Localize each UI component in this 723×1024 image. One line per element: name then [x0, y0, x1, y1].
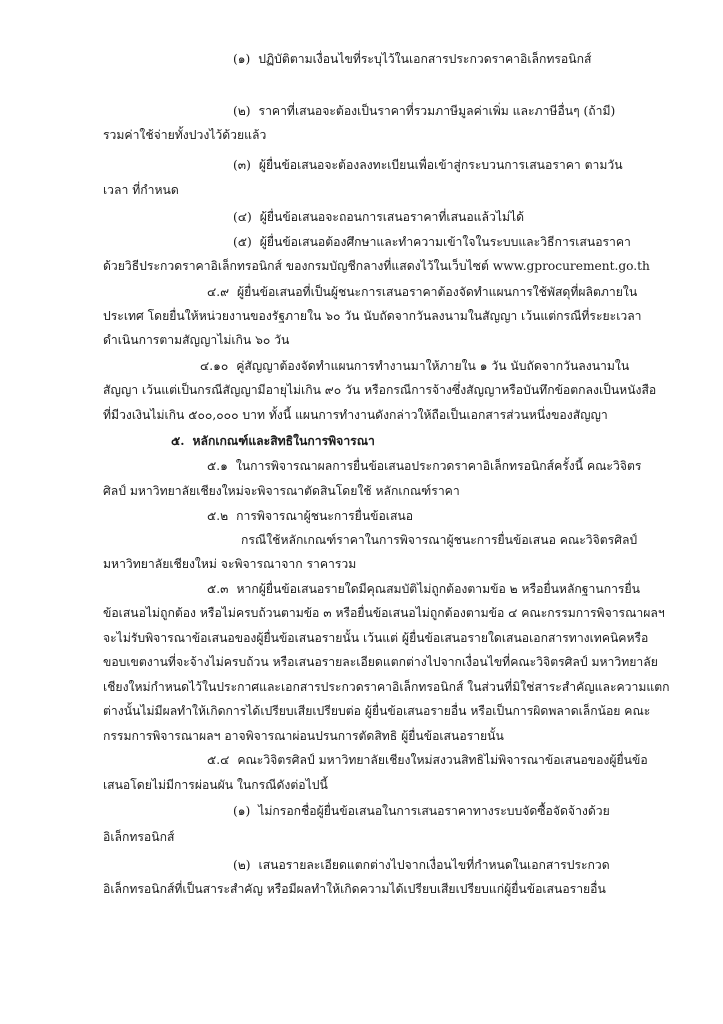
line-text: ด้วยวิธีประกวดราคาอิเล็กทรอนิกส์ ของกรมบัญชีกลางที่แสดงไว้ในเว็บไซต์ www.gprocurement.go.th: [103, 259, 650, 273]
clause-4-8-5-cont: [103, 258, 650, 274]
clause-5-4-1: [233, 803, 610, 819]
clause-5-3-cont-5: [103, 703, 650, 719]
line-text: ที่มีวงเงินไม่เกิน ๕๐๐,๐๐๐ บาท ทั้งนี้ แผนการทำงานดังกล่าวให้ถือเป็นเอกสารส่วนหนึ่งของสัญญา: [103, 408, 608, 422]
clause-4-9: [207, 284, 637, 300]
line-text: กรรมการพิจารณาผลฯ อาจพิจารณาผ่อนปรนการตัดสิทธิ ผู้ยื่นข้อเสนอรายนั้น: [103, 729, 504, 743]
clause-5-4-cont: [103, 777, 328, 793]
item-number: (๕): [233, 235, 252, 249]
item-number: ๔.๑๐: [200, 359, 229, 373]
clause-5-2: [207, 508, 413, 524]
clause-5-3-cont-1: [103, 605, 665, 621]
clause-5-1-cont: [103, 483, 460, 499]
clause-4-9-cont-1: [103, 308, 642, 324]
clause-5-4-1-cont: [103, 829, 174, 845]
clause-4-10: [200, 358, 629, 374]
line-text: ปฏิบัติตามเงื่อนไขที่ระบุไว้ในเอกสารประกวดราคาอิเล็กทรอนิกส์: [258, 52, 592, 66]
line-text: รวมค่าใช้จ่ายทั้งปวงไว้ด้วยแล้ว: [103, 128, 267, 142]
line-text: อิเล็กทรอนิกส์ที่เป็นสาระสำคัญ หรือมีผลทำให้เกิดความได้เปรียบเสียเปรียบแก่ผู้ยื่นข้อเสนอรายอื่น: [103, 882, 606, 896]
clause-5-4: [207, 752, 648, 768]
item-number: ๔.๙: [207, 285, 230, 299]
line-text: ประเทศ โดยยื่นให้หน่วยงานของรัฐภายใน ๖๐ วัน นับถัดจากวันลงนามในสัญญา เว้นแต่กรณีที่ระยะเวลา: [103, 309, 642, 323]
clause-4-10-cont-2: [103, 407, 608, 423]
line-text: ผู้ยื่นข้อเสนอต้องศึกษาและทำความเข้าใจในระบบและวิธีการเสนอราคา: [259, 235, 631, 249]
clause-4-8-5: [233, 234, 631, 250]
line-text: เวลา ที่กำหนด: [103, 183, 179, 197]
clause-4-9-cont-2: [103, 332, 289, 348]
clause-4-8-2-cont: [103, 127, 266, 143]
line-text: ในการพิจารณาผลการยื่นข้อเสนอประกวดราคาอิเล็กทรอนิกส์ครั้งนี้ คณะวิจิตร: [235, 459, 642, 473]
clause-4-10-cont-1: [103, 382, 656, 398]
line-text: ผู้ยื่นข้อเสนอจะถอนการเสนอราคาที่เสนอแล้วไม่ได้: [259, 210, 525, 224]
line-text: ศิลป์ มหาวิทยาลัยเชียงใหม่จะพิจารณาตัดสินโดยใช้ หลักเกณฑ์ราคา: [103, 484, 460, 498]
line-text: ข้อเสนอไม่ถูกต้อง หรือไม่ครบถ้วนตามข้อ ๓ หรือยื่นข้อเสนอไม่ถูกต้องตามข้อ ๔ คณะกรรมการพิจารณาผลฯ: [103, 606, 665, 620]
item-number: ๕.๔: [207, 753, 230, 767]
clause-5-4-2: [233, 857, 610, 873]
clause-5-3: [207, 581, 640, 597]
clause-5-3-cont-6: [103, 728, 504, 744]
line-text: เสนอรายละเอียดแตกต่างไปจากเงื่อนไขที่กำหนดในเอกสารประกวด: [258, 858, 610, 872]
line-text: ไม่กรอกชื่อผู้ยื่นข้อเสนอในการเสนอราคาทางระบบจัดซื้อจัดจ้างด้วย: [258, 804, 610, 818]
clause-5-2-cont: [103, 556, 356, 572]
clause-5-1: [207, 458, 641, 474]
item-number: ๕.๒: [207, 509, 229, 523]
line-text: ผู้ยื่นข้อเสนอที่เป็นผู้ชนะการเสนอราคาต้องจัดทำแผนการใช้พัสดุที่ผลิตภายใน: [237, 285, 638, 299]
item-number: (๓): [233, 158, 251, 172]
line-text: คู่สัญญาต้องจัดทำแผนการทำงานมาให้ภายใน ๑ วัน นับถัดจากวันลงนามใน: [236, 359, 630, 373]
item-number: ๕.๑: [207, 459, 228, 473]
line-text: เชียงใหม่กำหนดไว้ในประกาศและเอกสารประกวดราคาอิเล็กทรอนิกส์ ในส่วนที่มิใช่สาระสำคัญและความแตก: [103, 680, 670, 694]
clause-4-8-3-cont: [103, 182, 179, 198]
line-text: คณะวิจิตรศิลป์ มหาวิทยาลัยเชียงใหม่สงวนสิทธิไม่พิจารณาข้อเสนอของผู้ยื่นข้อ: [237, 753, 648, 767]
item-number: ๕.๓: [207, 582, 229, 596]
line-text: การพิจารณาผู้ชนะการยื่นข้อเสนอ: [236, 509, 414, 523]
line-text: ต่างนั้นไม่มีผลทำให้เกิดการได้เปรียบเสียเปรียบต่อ ผู้ยื่นข้อเสนอรายอื่น หรือเป็นการผิดพลาดเล็กน้อย คณะ: [103, 704, 651, 718]
clause-4-8-4: [233, 209, 524, 225]
clause-5-2-body: [241, 532, 637, 548]
item-number: (๒): [233, 858, 251, 872]
clause-5-4-2-cont: [103, 881, 606, 897]
clause-5-3-cont-3: [103, 654, 658, 670]
clause-4-8-1: [233, 51, 591, 67]
line-text: สัญญา เว้นแต่เป็นกรณีสัญญามีอายุไม่เกิน ๙๐ วัน หรือกรณีการจ้างซึ่งสัญญาหรือบันทึกข้อตกลงเป็นหนังสือ: [103, 383, 657, 397]
item-number: (๑): [233, 804, 251, 818]
line-text: มหาวิทยาลัยเชียงใหม่ จะพิจารณาจาก ราคารวม: [103, 557, 357, 571]
clause-4-8-3: [233, 157, 623, 173]
line-text: ราคาที่เสนอจะต้องเป็นราคาที่รวมภาษีมูลค่าเพิ่ม และภาษีอื่นๆ (ถ้ามี): [258, 104, 616, 118]
section-title: หลักเกณฑ์และสิทธิในการพิจารณา: [192, 434, 375, 448]
item-number: (๒): [233, 104, 251, 118]
line-text: ขอบเขตงานที่จะจ้างไม่ครบถ้วน หรือเสนอรายละเอียดแตกต่างไปจากเงื่อนไขที่คณะวิจิตรศิลป์ มหาวิทยาลัย: [103, 655, 658, 669]
item-number: (๔): [233, 210, 252, 224]
clause-4-8-2: [233, 103, 615, 119]
section-number: ๕.: [171, 434, 185, 448]
line-text: เสนอโดยไม่มีการผ่อนผัน ในกรณีดังต่อไปนี้: [103, 778, 328, 792]
clause-5-3-cont-4: [103, 679, 670, 695]
line-text: หากผู้ยื่นข้อเสนอรายใดมีคุณสมบัติไม่ถูกต้องตามข้อ ๒ หรือยื่นหลักฐานการยื่น: [236, 582, 640, 596]
line-text: ดำเนินการตามสัญญาไม่เกิน ๖๐ วัน: [103, 333, 290, 347]
line-text: จะไม่รับพิจารณาข้อเสนอของผู้ยื่นข้อเสนอรายนั้น เว้นแต่ ผู้ยื่นข้อเสนอรายใดเสนอเอกสารทางเทคนิคหรือ: [103, 631, 649, 645]
section-5-heading: [171, 433, 375, 449]
item-number: (๑): [233, 52, 251, 66]
line-text: ผู้ยื่นข้อเสนอจะต้องลงทะเบียนเพื่อเข้าสู่กระบวนการเสนอราคา ตามวัน: [258, 158, 623, 172]
line-text: กรณีใช้หลักเกณฑ์ราคาในการพิจารณาผู้ชนะการยื่นข้อเสนอ คณะวิจิตรศิลป์: [241, 533, 638, 547]
clause-5-3-cont-2: [103, 630, 648, 646]
line-text: อิเล็กทรอนิกส์: [103, 830, 175, 844]
